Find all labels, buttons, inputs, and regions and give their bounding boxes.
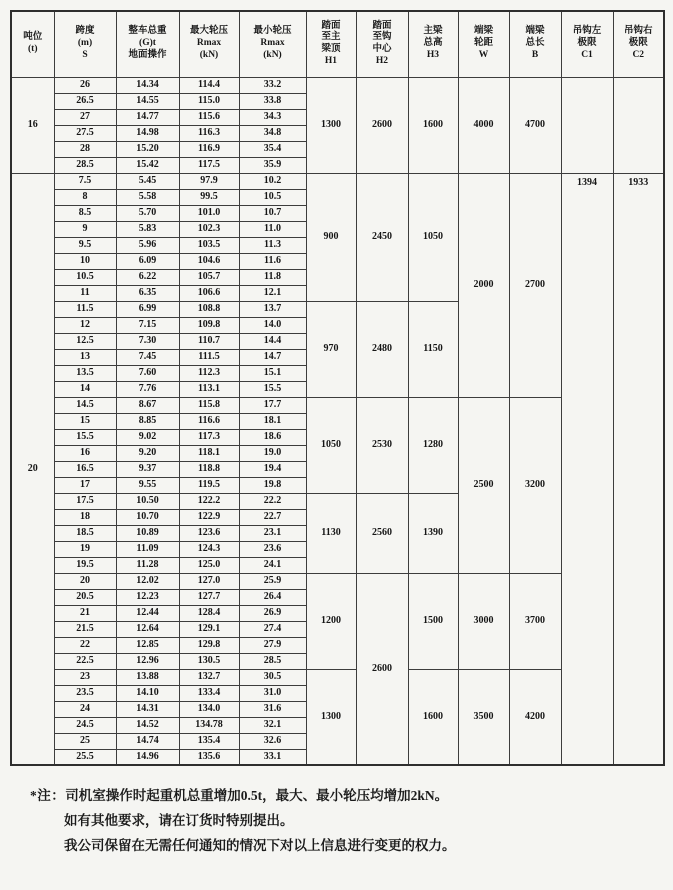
note-line: 如有其他要求，请在订货时特别提出。	[64, 813, 294, 828]
spec-table-body	[11, 77, 664, 765]
note-label: *注：	[30, 788, 66, 803]
max-wheel-load-cell: 99.5	[179, 189, 239, 205]
span-cell: 8.5	[54, 205, 116, 221]
min-wheel-load-cell: 18.1	[239, 413, 306, 429]
span-cell: 9.5	[54, 237, 116, 253]
total-weight-cell: 7.30	[116, 333, 179, 349]
total-weight-cell: 10.89	[116, 525, 179, 541]
min-wheel-load-cell: 27.9	[239, 637, 306, 653]
max-wheel-load-cell: 104.6	[179, 253, 239, 269]
h1-cell: 970	[306, 301, 356, 397]
total-weight-cell: 10.70	[116, 509, 179, 525]
min-wheel-load-cell: 31.6	[239, 701, 306, 717]
min-wheel-load-cell: 26.4	[239, 589, 306, 605]
total-weight-cell: 6.09	[116, 253, 179, 269]
min-wheel-load-cell: 22.2	[239, 493, 306, 509]
span-cell: 24	[54, 701, 116, 717]
table-row	[11, 77, 664, 93]
max-wheel-load-cell: 134.78	[179, 717, 239, 733]
total-weight-cell: 12.23	[116, 589, 179, 605]
min-wheel-load-cell: 15.5	[239, 381, 306, 397]
max-wheel-load-cell: 135.4	[179, 733, 239, 749]
max-wheel-load-cell: 127.0	[179, 573, 239, 589]
span-cell: 19.5	[54, 557, 116, 573]
column-header: 最大轮压 Rmax (kN)	[179, 11, 239, 77]
total-weight-cell: 11.28	[116, 557, 179, 573]
h2-cell: 2600	[356, 573, 408, 765]
max-wheel-load-cell: 112.3	[179, 365, 239, 381]
max-wheel-load-cell: 117.5	[179, 157, 239, 173]
span-cell: 7.5	[54, 173, 116, 189]
span-cell: 27	[54, 109, 116, 125]
column-header: 吊钩右 极限 C2	[613, 11, 664, 77]
span-cell: 14	[54, 381, 116, 397]
min-wheel-load-cell: 35.4	[239, 141, 306, 157]
min-wheel-load-cell: 10.5	[239, 189, 306, 205]
spec-table	[10, 10, 665, 766]
span-cell: 10	[54, 253, 116, 269]
total-weight-cell: 12.85	[116, 637, 179, 653]
min-wheel-load-cell: 28.5	[239, 653, 306, 669]
span-cell: 24.5	[54, 717, 116, 733]
tonnage-cell: 16	[11, 77, 54, 173]
min-wheel-load-cell: 22.7	[239, 509, 306, 525]
total-weight-cell: 9.37	[116, 461, 179, 477]
min-wheel-load-cell: 34.3	[239, 109, 306, 125]
max-wheel-load-cell: 124.3	[179, 541, 239, 557]
h1-cell: 1050	[306, 397, 356, 493]
h1-cell: 1300	[306, 669, 356, 765]
span-cell: 8	[54, 189, 116, 205]
total-weight-cell: 7.45	[116, 349, 179, 365]
span-cell: 9	[54, 221, 116, 237]
span-cell: 18.5	[54, 525, 116, 541]
min-wheel-load-cell: 26.9	[239, 605, 306, 621]
total-weight-cell: 7.76	[116, 381, 179, 397]
min-wheel-load-cell: 27.4	[239, 621, 306, 637]
span-cell: 16.5	[54, 461, 116, 477]
min-wheel-load-cell: 19.4	[239, 461, 306, 477]
min-wheel-load-cell: 10.7	[239, 205, 306, 221]
max-wheel-load-cell: 130.5	[179, 653, 239, 669]
total-weight-cell: 8.85	[116, 413, 179, 429]
c2-cell	[613, 77, 664, 173]
min-wheel-load-cell: 10.2	[239, 173, 306, 189]
column-header: 踏面 至钩 中心 H2	[356, 11, 408, 77]
total-weight-cell: 7.15	[116, 317, 179, 333]
min-wheel-load-cell: 11.6	[239, 253, 306, 269]
total-weight-cell: 7.60	[116, 365, 179, 381]
c2-cell: 1933	[613, 173, 664, 765]
span-cell: 28	[54, 141, 116, 157]
column-header: 跨度 (m) S	[54, 11, 116, 77]
h3-cell: 1150	[408, 301, 458, 397]
span-cell: 11.5	[54, 301, 116, 317]
total-weight-cell: 14.52	[116, 717, 179, 733]
total-weight-cell: 15.20	[116, 141, 179, 157]
total-weight-cell: 12.96	[116, 653, 179, 669]
h1-cell: 1130	[306, 493, 356, 573]
total-weight-cell: 12.02	[116, 573, 179, 589]
total-weight-cell: 14.55	[116, 93, 179, 109]
total-weight-cell: 6.35	[116, 285, 179, 301]
span-cell: 13	[54, 349, 116, 365]
span-cell: 16	[54, 445, 116, 461]
min-wheel-load-cell: 33.2	[239, 77, 306, 93]
max-wheel-load-cell: 128.4	[179, 605, 239, 621]
total-weight-cell: 13.88	[116, 669, 179, 685]
h3-cell: 1600	[408, 77, 458, 173]
max-wheel-load-cell: 122.2	[179, 493, 239, 509]
note-line: 我公司保留在无需任何通知的情况下对以上信息进行变更的权力。	[64, 838, 456, 853]
total-weight-cell: 5.58	[116, 189, 179, 205]
span-cell: 11	[54, 285, 116, 301]
max-wheel-load-cell: 127.7	[179, 589, 239, 605]
total-weight-cell: 8.67	[116, 397, 179, 413]
total-weight-cell: 9.20	[116, 445, 179, 461]
column-header: 最小轮压 Rmax (kN)	[239, 11, 306, 77]
header-row	[11, 11, 664, 77]
column-header: 整车总重 (G)t 地面操作	[116, 11, 179, 77]
total-weight-cell: 14.98	[116, 125, 179, 141]
total-weight-cell: 11.09	[116, 541, 179, 557]
h3-cell: 1600	[408, 669, 458, 765]
span-cell: 12	[54, 317, 116, 333]
max-wheel-load-cell: 119.5	[179, 477, 239, 493]
min-wheel-load-cell: 35.9	[239, 157, 306, 173]
total-weight-cell: 5.70	[116, 205, 179, 221]
max-wheel-load-cell: 134.0	[179, 701, 239, 717]
span-cell: 22.5	[54, 653, 116, 669]
c1-cell	[561, 77, 613, 173]
column-header: 踏面 至主 梁顶 H1	[306, 11, 356, 77]
max-wheel-load-cell: 113.1	[179, 381, 239, 397]
b-cell: 3700	[509, 573, 561, 669]
max-wheel-load-cell: 135.6	[179, 749, 239, 765]
total-weight-cell: 9.55	[116, 477, 179, 493]
total-weight-cell: 10.50	[116, 493, 179, 509]
max-wheel-load-cell: 129.1	[179, 621, 239, 637]
min-wheel-load-cell: 23.1	[239, 525, 306, 541]
max-wheel-load-cell: 103.5	[179, 237, 239, 253]
max-wheel-load-cell: 106.6	[179, 285, 239, 301]
table-header	[11, 11, 664, 77]
h3-cell: 1050	[408, 173, 458, 301]
span-cell: 15.5	[54, 429, 116, 445]
max-wheel-load-cell: 101.0	[179, 205, 239, 221]
b-cell: 4700	[509, 77, 561, 173]
min-wheel-load-cell: 15.1	[239, 365, 306, 381]
column-header: 吨位 (t)	[11, 11, 54, 77]
total-weight-cell: 9.02	[116, 429, 179, 445]
span-cell: 21.5	[54, 621, 116, 637]
min-wheel-load-cell: 18.6	[239, 429, 306, 445]
total-weight-cell: 15.42	[116, 157, 179, 173]
min-wheel-load-cell: 12.1	[239, 285, 306, 301]
max-wheel-load-cell: 132.7	[179, 669, 239, 685]
span-cell: 25	[54, 733, 116, 749]
footnotes	[30, 783, 663, 858]
max-wheel-load-cell: 118.8	[179, 461, 239, 477]
max-wheel-load-cell: 97.9	[179, 173, 239, 189]
span-cell: 18	[54, 509, 116, 525]
total-weight-cell: 14.96	[116, 749, 179, 765]
b-cell: 2700	[509, 173, 561, 397]
c1-cell: 1394	[561, 173, 613, 765]
max-wheel-load-cell: 110.7	[179, 333, 239, 349]
h1-cell: 1200	[306, 573, 356, 669]
max-wheel-load-cell: 116.3	[179, 125, 239, 141]
span-cell: 20.5	[54, 589, 116, 605]
b-cell: 4200	[509, 669, 561, 765]
total-weight-cell: 14.34	[116, 77, 179, 93]
min-wheel-load-cell: 19.8	[239, 477, 306, 493]
total-weight-cell: 5.45	[116, 173, 179, 189]
min-wheel-load-cell: 24.1	[239, 557, 306, 573]
note-text: 司机室操作时起重机总重增加0.5t，最大、最小轮压均增加2kN。	[65, 788, 449, 803]
column-header: 吊钩左 极限 C1	[561, 11, 613, 77]
span-cell: 26	[54, 77, 116, 93]
total-weight-cell: 14.77	[116, 109, 179, 125]
max-wheel-load-cell: 115.8	[179, 397, 239, 413]
span-cell: 17.5	[54, 493, 116, 509]
column-header: 端梁 总长 B	[509, 11, 561, 77]
max-wheel-load-cell: 118.1	[179, 445, 239, 461]
span-cell: 19	[54, 541, 116, 557]
min-wheel-load-cell: 34.8	[239, 125, 306, 141]
min-wheel-load-cell: 19.0	[239, 445, 306, 461]
total-weight-cell: 14.31	[116, 701, 179, 717]
min-wheel-load-cell: 32.1	[239, 717, 306, 733]
h2-cell: 2450	[356, 173, 408, 301]
column-header: 端梁 轮距 W	[458, 11, 509, 77]
total-weight-cell: 14.10	[116, 685, 179, 701]
span-cell: 22	[54, 637, 116, 653]
h1-cell: 1300	[306, 77, 356, 173]
h3-cell: 1500	[408, 573, 458, 669]
w-cell: 2500	[458, 397, 509, 573]
h3-cell: 1280	[408, 397, 458, 493]
max-wheel-load-cell: 105.7	[179, 269, 239, 285]
span-cell: 23.5	[54, 685, 116, 701]
span-cell: 14.5	[54, 397, 116, 413]
span-cell: 20	[54, 573, 116, 589]
max-wheel-load-cell: 122.9	[179, 509, 239, 525]
total-weight-cell: 5.83	[116, 221, 179, 237]
total-weight-cell: 12.64	[116, 621, 179, 637]
max-wheel-load-cell: 115.6	[179, 109, 239, 125]
max-wheel-load-cell: 117.3	[179, 429, 239, 445]
max-wheel-load-cell: 115.0	[179, 93, 239, 109]
max-wheel-load-cell: 116.6	[179, 413, 239, 429]
span-cell: 26.5	[54, 93, 116, 109]
total-weight-cell: 14.74	[116, 733, 179, 749]
min-wheel-load-cell: 11.8	[239, 269, 306, 285]
w-cell: 3000	[458, 573, 509, 669]
total-weight-cell: 6.99	[116, 301, 179, 317]
max-wheel-load-cell: 129.8	[179, 637, 239, 653]
max-wheel-load-cell: 102.3	[179, 221, 239, 237]
min-wheel-load-cell: 14.7	[239, 349, 306, 365]
min-wheel-load-cell: 13.7	[239, 301, 306, 317]
span-cell: 15	[54, 413, 116, 429]
min-wheel-load-cell: 11.3	[239, 237, 306, 253]
h1-cell: 900	[306, 173, 356, 301]
h2-cell: 2600	[356, 77, 408, 173]
span-cell: 10.5	[54, 269, 116, 285]
w-cell: 3500	[458, 669, 509, 765]
min-wheel-load-cell: 33.1	[239, 749, 306, 765]
span-cell: 12.5	[54, 333, 116, 349]
min-wheel-load-cell: 17.7	[239, 397, 306, 413]
max-wheel-load-cell: 111.5	[179, 349, 239, 365]
w-cell: 4000	[458, 77, 509, 173]
h2-cell: 2560	[356, 493, 408, 573]
column-header: 主梁 总高 H3	[408, 11, 458, 77]
total-weight-cell: 12.44	[116, 605, 179, 621]
span-cell: 17	[54, 477, 116, 493]
h3-cell: 1390	[408, 493, 458, 573]
span-cell: 23	[54, 669, 116, 685]
max-wheel-load-cell: 116.9	[179, 141, 239, 157]
span-cell: 21	[54, 605, 116, 621]
note-line	[30, 783, 663, 808]
min-wheel-load-cell: 23.6	[239, 541, 306, 557]
min-wheel-load-cell: 33.8	[239, 93, 306, 109]
total-weight-cell: 6.22	[116, 269, 179, 285]
total-weight-cell: 5.96	[116, 237, 179, 253]
max-wheel-load-cell: 114.4	[179, 77, 239, 93]
w-cell: 2000	[458, 173, 509, 397]
span-cell: 28.5	[54, 157, 116, 173]
max-wheel-load-cell: 133.4	[179, 685, 239, 701]
table-row	[11, 173, 664, 189]
tonnage-cell: 20	[11, 173, 54, 765]
min-wheel-load-cell: 25.9	[239, 573, 306, 589]
h2-cell: 2480	[356, 301, 408, 397]
b-cell: 3200	[509, 397, 561, 573]
h2-cell: 2530	[356, 397, 408, 493]
min-wheel-load-cell: 14.4	[239, 333, 306, 349]
span-cell: 27.5	[54, 125, 116, 141]
max-wheel-load-cell: 123.6	[179, 525, 239, 541]
min-wheel-load-cell: 32.6	[239, 733, 306, 749]
min-wheel-load-cell: 14.0	[239, 317, 306, 333]
max-wheel-load-cell: 108.8	[179, 301, 239, 317]
span-cell: 25.5	[54, 749, 116, 765]
max-wheel-load-cell: 109.8	[179, 317, 239, 333]
min-wheel-load-cell: 30.5	[239, 669, 306, 685]
min-wheel-load-cell: 11.0	[239, 221, 306, 237]
min-wheel-load-cell: 31.0	[239, 685, 306, 701]
span-cell: 13.5	[54, 365, 116, 381]
max-wheel-load-cell: 125.0	[179, 557, 239, 573]
